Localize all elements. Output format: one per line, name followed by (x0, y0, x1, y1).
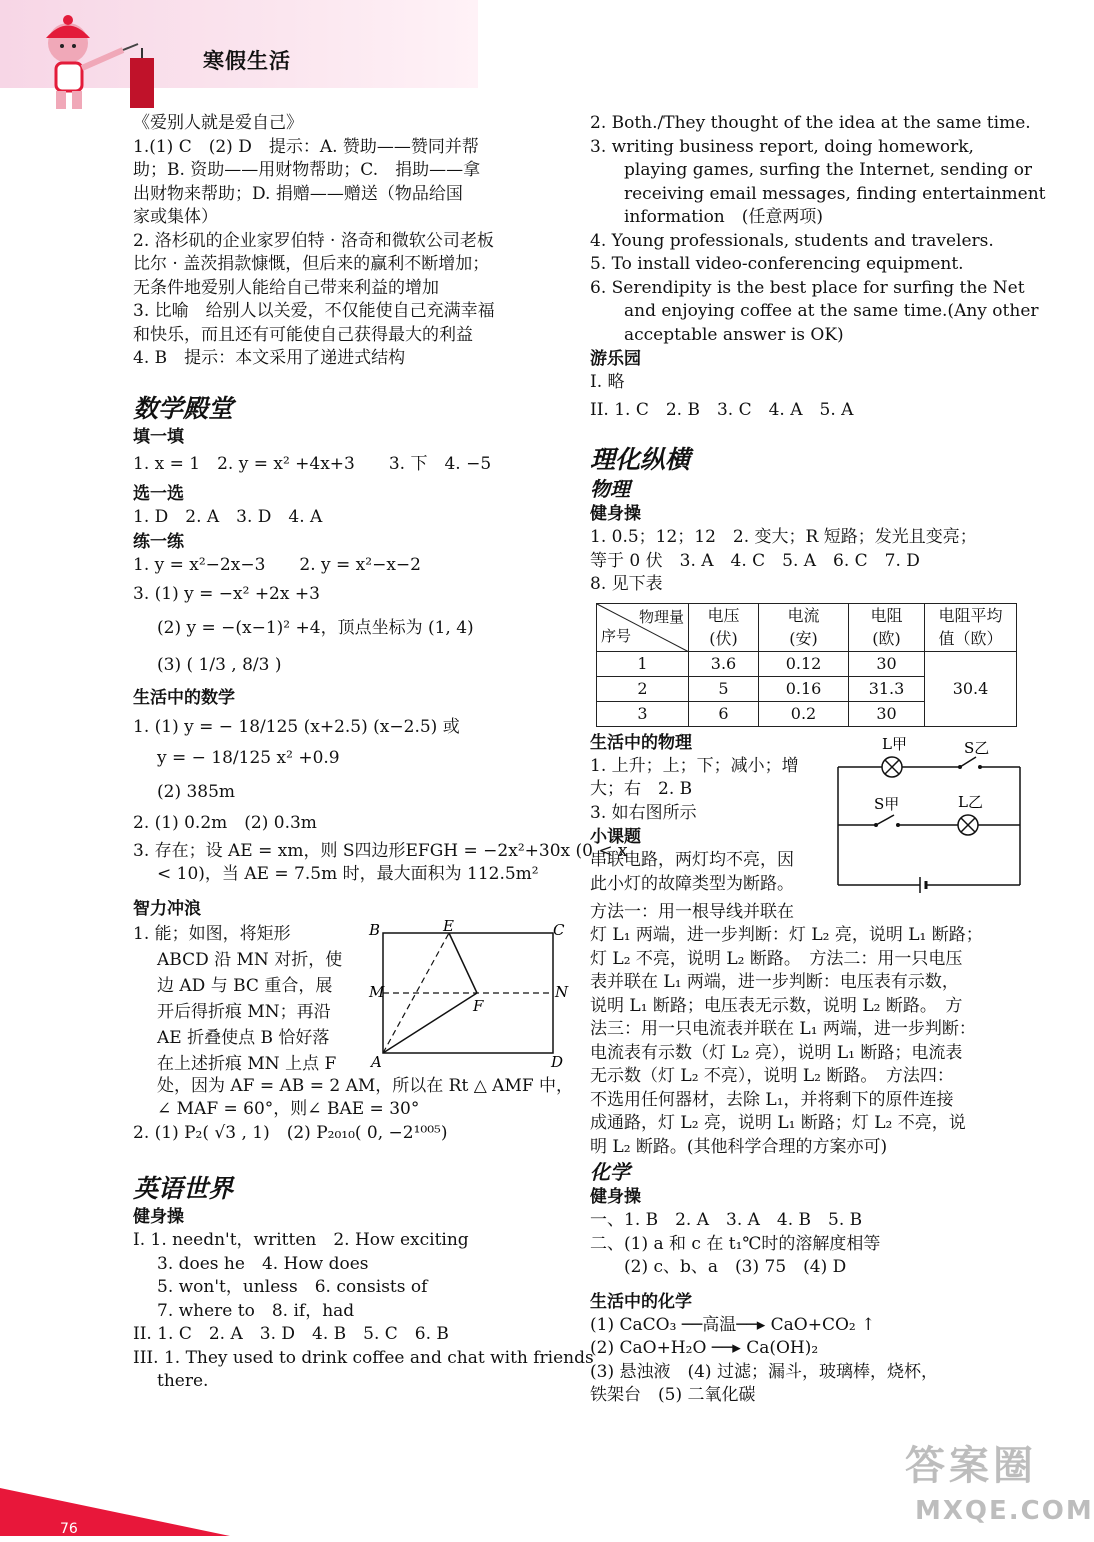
small-topic-line: 无示数（灯 L₂ 不亮），说明 L₂ 断路。 方法四： (590, 1066, 954, 1086)
figure-label-m: M (369, 982, 385, 1001)
practice-line: 3. (1) y = −x² +2x +3 (133, 584, 320, 604)
life-math-line: y = − 18/125 x² +0.9 (157, 748, 340, 768)
practice-line: (3) ( 1/3 , 8/3 ) (157, 655, 282, 675)
reading-title: 《爱别人就是爱自己》 (133, 113, 303, 133)
english-cont-line: information (任意两项) (624, 207, 824, 227)
small-topic-line: 此小灯的故障类型为断路。 (590, 873, 794, 894)
english-cont-line: receiving email messages, finding entertainment (624, 183, 1046, 204)
english-line: there. (157, 1371, 209, 1391)
physics-line: 8. 见下表 (590, 574, 663, 594)
english-line: II. 1. C 2. A 3. D 4. B 5. C 6. B (133, 1324, 449, 1344)
wit-line: ABCD 沿 MN 对折，使 (157, 949, 343, 970)
table-cell: 3.6 (689, 651, 759, 676)
watermark-logo: 答案圈 (905, 1443, 1037, 1489)
header-text: 电流 (787, 605, 820, 625)
life-math-line: (2) 385m (157, 781, 236, 802)
life-chemistry-line: (3) 悬浊液 (4) 过滤；漏斗，玻璃棒，烧杯， (590, 1361, 938, 1382)
wit-line: 处，因为 AF = AB = 2 AM，所以在 Rt △ AMF 中， (157, 1075, 574, 1096)
right-column (590, 112, 1046, 1408)
answer-line: 2. 洛杉矶的企业家罗伯特 · 洛奇和微软公司老板 (133, 230, 494, 251)
english-cont-line: 6. Serendipity is the best place for surfing the Net (590, 277, 1025, 298)
table-cell: 6 (689, 701, 759, 726)
physics-line: 1. 0.5；12；12 2. 变大；R 短路；发光且变亮； (590, 527, 977, 547)
small-topic-line: 方法一：用一根导线并联在 (590, 901, 794, 922)
answer-line: 4. B 提示：本文采用了递进式结构 (133, 348, 406, 368)
wit-problem-block (133, 916, 569, 1074)
life-chemistry-title: 生活中的化学 (590, 1291, 692, 1312)
table-cell: 1 (597, 651, 689, 676)
english-line: 5. won't，unless 6. consists of (157, 1277, 428, 1297)
small-topic-line: 成通路，灯 L₂ 亮，说明 L₁ 断路；灯 L₂ 不亮，说 (590, 1113, 966, 1133)
wit-line: 2. (1) P₂( √3 , 1) (2) P₂₀₁₀( 0, −2¹⁰⁰⁵) (133, 1122, 448, 1143)
answer-line: 比尔 · 盖茨捐款慷慨，但后来的赢利不断增加； (133, 254, 490, 274)
life-physics-line: 3. 如右图所示 (590, 802, 697, 823)
watermark-url: MXQE.COM (915, 1496, 1094, 1526)
figure-label-e: E (443, 916, 454, 935)
header-unit: 值（欧） (938, 629, 1003, 648)
practice-title: 练一练 (133, 531, 184, 552)
small-topic-line: 电流表有示数（灯 L₂ 亮），说明 L₁ 断路；电流表 (590, 1042, 963, 1063)
figure-label-b: B (369, 920, 381, 939)
physics-subtitle: 物理 (590, 477, 630, 501)
table-cell: 5 (689, 676, 759, 701)
wit-line: ∠ MAF = 60°，则∠ BAE = 30° (157, 1099, 420, 1119)
life-math-title: 生活中的数学 (133, 687, 235, 708)
life-chemistry-line: (2) CaO+H₂O ──▸ Ca(OH)₂ (590, 1338, 819, 1358)
table-header (849, 603, 925, 651)
figure-label-d: D (551, 1052, 564, 1071)
playground-title: 游乐园 (590, 349, 641, 369)
life-math-line: < 10)，当 AE = 7.5m 时，最大面积为 112.5m² (157, 864, 539, 884)
table-cell: 0.2 (759, 701, 849, 726)
wit-line: AE 折叠使点 B 恰好落 (157, 1027, 330, 1048)
wit-line: 边 AD 与 BC 重合，展 (157, 975, 333, 996)
english-cont-line: 2. Both./They thought of the idea at the same time. (590, 113, 1031, 133)
table-header (925, 603, 1017, 651)
figure-label-f: F (473, 996, 484, 1015)
table-cell: 30 (849, 651, 925, 676)
header-text: 电压 (707, 605, 740, 625)
playground-line: I. 略 (590, 372, 625, 392)
answer-line: 1.(1) C (2) D 提示：A. 赞助——赞同并帮 (133, 136, 479, 157)
life-physics-line: 大；右 2. B (590, 779, 693, 799)
chemistry-line: 二、(1) a 和 c 在 t₁℃时的溶解度相等 (590, 1233, 881, 1254)
figure-label-n: N (555, 982, 569, 1001)
header-unit: (安) (789, 629, 818, 648)
life-physics-title: 生活中的物理 (590, 732, 692, 753)
header-unit: (欧) (872, 629, 901, 648)
math-section-title: 数学殿堂 (133, 393, 234, 423)
label-s-yi: S乙 (964, 738, 990, 757)
english-cont-line: 3. writing business report, doing homework, (590, 136, 974, 157)
english-fitness-title: 健身操 (133, 1207, 184, 1227)
science-section-title: 理化纵横 (590, 445, 691, 474)
english-line: III. 1. They used to drink coffee and chat with friends (133, 1347, 594, 1368)
life-math-line: 2. (1) 0.2m (2) 0.3m (133, 813, 317, 833)
english-line: I. 1. needn't，written 2. How exciting (133, 1230, 469, 1250)
life-math-line: 3. 存在；设 AE = xm，则 S四边形EFGH = −2x²+30x (0 < x (133, 840, 628, 861)
chemistry-line: (2) c、b、a (3) 75 (4) D (624, 1257, 847, 1277)
physics-data-table (596, 603, 1017, 727)
playground-line: II. 1. C 2. B 3. C 4. A 5. A (590, 399, 854, 420)
answer-line: 家或集体） (133, 207, 218, 227)
figure-label-c: C (553, 920, 565, 939)
table-cell: 31.3 (849, 676, 925, 701)
physics-line: 等于 0 伏 3. A 4. C 5. A 6. C 7. D (590, 550, 920, 571)
chemistry-subtitle: 化学 (590, 1160, 630, 1184)
table-row (597, 651, 1017, 676)
header-unit: (伏) (709, 629, 738, 648)
rectangle-fold-figure (369, 916, 569, 1071)
small-topic-line: 灯 L₂ 不亮，说明 L₂ 断路。 方法二：用一只电压 (590, 948, 963, 969)
english-line: 7. where to 8. if，had (157, 1300, 355, 1321)
circuit-diagram (834, 735, 1024, 895)
table-cell: 2 (597, 676, 689, 701)
header-text: 电阻平均 (938, 605, 1003, 625)
practice-line: (2) y = −(x−1)² +4，顶点坐标为 (1, 4) (157, 617, 474, 638)
life-chemistry-line: (1) CaCO₃ ──高温──▸ CaO+CO₂ ↑ (590, 1314, 876, 1335)
small-topic-line: 串联电路，两灯均不亮，因 (590, 850, 794, 870)
page-header-title: 寒假生活 (203, 49, 291, 73)
life-physics-block (590, 731, 1030, 901)
english-cont-line: 4. Young professionals, students and travelers. (590, 230, 994, 251)
life-chemistry-line: 铁架台 (5) 二氧化碳 (590, 1385, 756, 1405)
small-topic-title: 小课题 (590, 827, 641, 847)
label-l-jia: L甲 (882, 734, 907, 753)
table-header (689, 603, 759, 651)
life-physics-line: 1. 上升；上；下；减小；增 (590, 755, 799, 776)
english-cont-line: 5. To install video-conferencing equipment. (590, 254, 964, 274)
practice-line: 1. y = x²−2x−3 2. y = x²−x−2 (133, 554, 421, 575)
small-topic-line: 说明 L₁ 断路；电压表无示数，说明 L₂ 断路。 方 (590, 995, 963, 1016)
corner-top-label: 物理量 (638, 607, 684, 626)
small-topic-line: 明 L₂ 断路。(其他科学合理的方案亦可) (590, 1136, 888, 1157)
answer-line: 出财物来帮助；D. 捐赠——赠送（物品给国 (133, 183, 463, 204)
wit-line: 在上述折痕 MN 上点 F (157, 1053, 337, 1074)
table-cell: 0.16 (759, 676, 849, 701)
table-header (759, 603, 849, 651)
answer-line: 助；B. 资助——用财物帮助；C. 捐助——拿 (133, 160, 481, 180)
english-cont-line: playing games, surfing the Internet, sending or (624, 160, 1033, 180)
table-corner-cell (597, 603, 689, 651)
reading-answers (133, 136, 565, 371)
fill-answers: 1. x = 1 2. y = x² +4x+3 3. 下 4. −5 (133, 453, 492, 474)
physics-fitness-title: 健身操 (590, 504, 641, 524)
answer-line: 无条件地爱别人能给自己带来利益的增加 (133, 277, 439, 298)
corner-bottom-label: 序号 (601, 627, 632, 645)
small-topic-line: 不选用任何器材，去除 L₁，并将剩下的原件连接 (590, 1089, 954, 1110)
choose-answers: 1. D 2. A 3. D 4. A (133, 507, 323, 527)
table-average-cell: 30.4 (925, 651, 1017, 726)
mascot-illustration (28, 8, 178, 113)
english-line: 3. does he 4. How does (157, 1253, 369, 1274)
label-s-jia: S甲 (874, 794, 900, 813)
answer-line: 和快乐，而且还有可能使自己获得最大的利益 (133, 324, 473, 345)
wit-title: 智力冲浪 (133, 898, 201, 919)
header-text: 电阻 (870, 605, 903, 625)
table-cell: 0.12 (759, 651, 849, 676)
fill-title: 填一填 (133, 426, 184, 447)
choose-title: 选一选 (133, 484, 184, 504)
wit-line: 开后得折痕 MN；再沿 (157, 1001, 331, 1022)
chemistry-line: 一、1. B 2. A 3. A 4. B 5. B (590, 1210, 863, 1230)
label-l-yi: L乙 (958, 792, 983, 811)
footer-band (0, 1488, 230, 1536)
page-number: 76 (60, 1521, 78, 1537)
small-topic-line: 灯 L₁ 两端，进一步判断：灯 L₂ 亮，说明 L₁ 断路； (590, 925, 983, 945)
wit-line: 1. 能；如图，将矩形 (133, 923, 291, 944)
small-topic-line: 表并联在 L₁ 两端，进一步判断：电压表有示数， (590, 972, 959, 992)
table-cell: 30 (849, 701, 925, 726)
table-cell: 3 (597, 701, 689, 726)
english-cont-line: acceptable answer is OK) (624, 324, 844, 345)
chemistry-fitness-title: 健身操 (590, 1187, 641, 1207)
english-section-title: 英语世界 (133, 1174, 234, 1203)
answer-line: 3. 比喻 给别人以关爱，不仅能使自己充满幸福 (133, 301, 495, 321)
life-math-line: 1. (1) y = − 18/125 (x+2.5) (x−2.5) 或 (133, 716, 460, 737)
english-cont-line: and enjoying coffee at the same time.(Any other (624, 301, 1039, 321)
small-topic-line: 法三：用一只电流表并联在 L₁ 两端，进一步判断： (590, 1019, 976, 1039)
figure-label-a: A (371, 1052, 382, 1071)
